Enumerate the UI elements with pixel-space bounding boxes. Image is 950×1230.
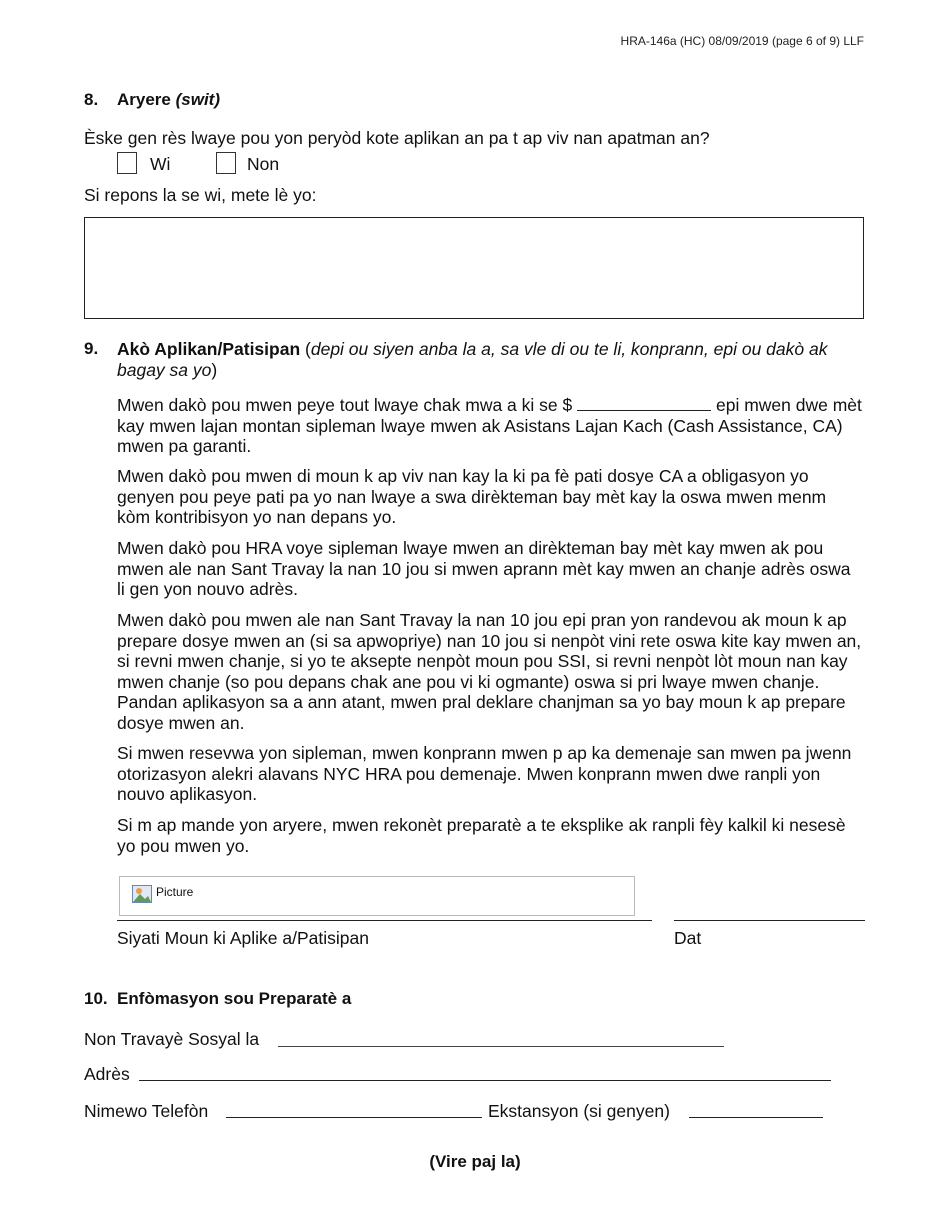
- phone-field[interactable]: [226, 1117, 482, 1118]
- address-label: Adrès: [84, 1064, 130, 1084]
- section-10-number: 10.: [84, 989, 108, 1008]
- agreement-paragraph-1: [117, 394, 862, 457]
- extension-label: Ekstansyon (si genyen): [488, 1101, 670, 1121]
- yes-label: Wi: [150, 154, 171, 174]
- picture-label: Picture: [156, 885, 194, 899]
- picture-icon: [132, 885, 152, 903]
- signature-picture-frame[interactable]: [119, 876, 635, 916]
- yes-checkbox[interactable]: [117, 152, 137, 179]
- agreement-paragraph-4: Mwen dakò pou mwen ale nan Sant Travay la nan 10 jou epi pran yon randevou ak moun k ap prepare dosye mwen an (si sa apwopriye) nan 10 jou si nenpòt vini rete oswa kite kay mwen an, si revni mwen chanje, si yo te aksepte nenpòt moun pou SSI, si revni nenpòt lòt moun nan kay mwen chanje (so pou depans chak ane pou vi ki ogmante) oswa si pri lwaye mwen chanje. Pandan aplikasyon sa a ann atant, mwen pral deklare chanjman sa yo bay moun k ap prepare dosye mwen an.: [117, 610, 862, 733]
- no-checkbox[interactable]: [216, 152, 236, 179]
- agreement-paragraph-6: Si m ap mande yon aryere, mwen rekonèt preparatè a te eksplike ak ranpli fèy kalkil ki nesesè yo pou mwen yo.: [117, 815, 846, 856]
- section-9-paren-open: (: [305, 339, 311, 359]
- section-10-title: Enfòmasyon sou Preparatè a: [117, 989, 352, 1008]
- phone-label: Nimewo Telefòn: [84, 1101, 209, 1121]
- section-9-subtitle: depi ou siyen anba la a, sa vle di ou te li, konprann, epi ou dakò ak bagay sa yo: [117, 339, 828, 380]
- worker-name-label: Non Travayè Sosyal la: [84, 1029, 260, 1049]
- section-8-title-italic: (swit): [175, 90, 220, 109]
- arrears-followup: Si repons la se wi, mete lè yo:: [84, 185, 317, 205]
- section-8-number: 8.: [84, 90, 99, 109]
- agreement-paragraph-5: Si mwen resevwa yon sipleman, mwen konprann mwen p ap ka demenaje san mwen pa jwenn otorizasyon alekri alavans NYC HRA pou demenaje. Mwen konprann mwen dwe ranpli yon nouvo aplikasyon.: [117, 743, 852, 804]
- rent-text-b: epi mwen dwe mèt kay mwen lajan montan sipleman lwaye mwen ak Asistans Lajan Kach (Cash Assistance, CA) mwen pa garanti.: [117, 395, 862, 456]
- worker-name-field[interactable]: [278, 1046, 724, 1047]
- signature-line: [117, 920, 652, 921]
- rent-text-a: Mwen dakò pou mwen peye tout lwaye chak mwa a ki se $: [117, 395, 573, 415]
- section-9-paren-close: ): [211, 359, 218, 380]
- section-8-title: [117, 90, 220, 110]
- section-9-number: 9.: [84, 339, 99, 358]
- section-8-title-text: Aryere: [117, 90, 171, 109]
- agreement-paragraph-2: Mwen dakò pou mwen di moun k ap viv nan kay la ki pa fè pati dosye CA a obligasyon yo genyen pou peye pati pa yo nan lwaye a swa dirèkteman bay mèt kay la oswa mwen menm kòm kontribisyon yo nan depans yo.: [117, 466, 827, 527]
- date-label: Dat: [674, 928, 702, 948]
- section-9-title: Akò Aplikan/Patisipan: [117, 339, 301, 359]
- agreement-paragraph-3: Mwen dakò pou HRA voye sipleman lwaye mwen an dirèkteman bay mèt kay mwen ak pou mwen ale nan Sant Travay la nan 10 jou si mwen aprann mèt kay mwen an chanje adrès oswa li gen yon nouvo adrès.: [117, 538, 851, 599]
- arrears-question: Èske gen rès lwaye pou yon peryòd kote aplikan an pa t ap viv nan apatman an?: [84, 128, 710, 148]
- turn-page-note: (Vire paj la): [429, 1152, 521, 1171]
- address-field[interactable]: [139, 1080, 831, 1081]
- date-line[interactable]: [674, 920, 865, 921]
- arrears-dates-textarea[interactable]: [84, 217, 864, 319]
- form-code: HRA-146a (HC) 08/09/2019 (page 6 of 9) LLF: [620, 34, 864, 48]
- section-9-heading: [117, 339, 865, 380]
- rent-amount-field[interactable]: [577, 394, 711, 411]
- extension-field[interactable]: [689, 1117, 823, 1118]
- no-label: Non: [247, 154, 280, 174]
- signature-label: Siyati Moun ki Aplike a/Patisipan: [117, 928, 369, 948]
